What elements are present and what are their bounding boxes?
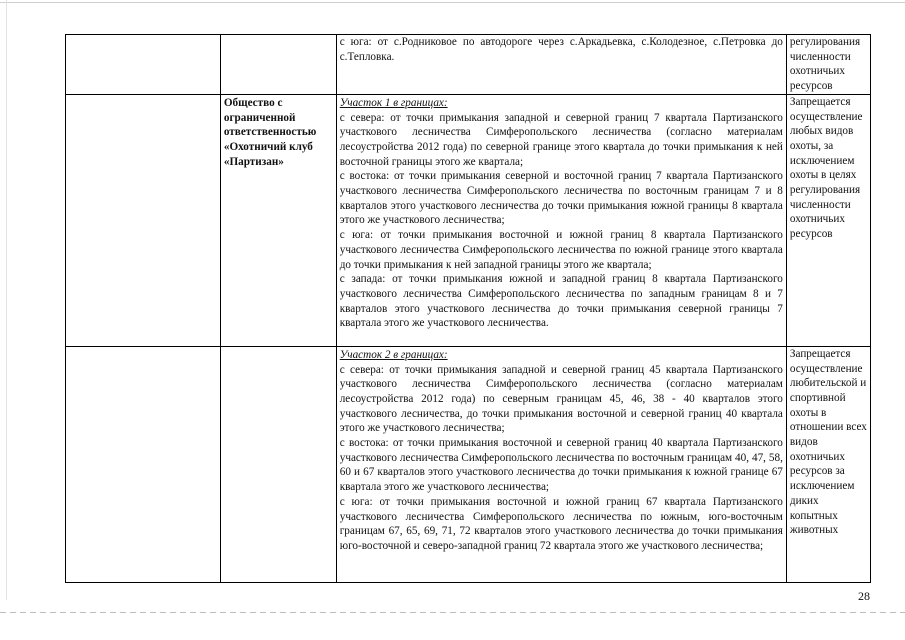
page-number: 28	[858, 589, 870, 603]
hunting-grounds-table	[65, 34, 871, 583]
boundaries-cell	[336, 94, 786, 346]
restriction-cell	[786, 94, 870, 346]
boundary-paragraph: с востока: от точки примыкания северной и восточной границ 7 квартала Партизанского участкового лесничества Симферопольского лесничества по восточным границам 7 и 8 кварталов этого участкового лесничества до точки примыкания южной границы 8 квартала этого же участкового лесничества;	[339, 170, 783, 227]
scan-edge-top	[0, 2, 905, 3]
restriction-note: Запрещается осуществление любительской и спортивной охоты в отношении всех видов охотничьих ресурсов за исключением диких копытных животных	[789, 347, 867, 537]
restriction-note: Запрещается осуществление любых видов охоты, за исключением охоты в целях регулирования численности охотничьих ресурсов	[789, 95, 863, 241]
boundaries-cell	[336, 346, 786, 582]
restriction-cell	[786, 35, 870, 95]
organization-cell	[220, 346, 336, 582]
empty-cell	[66, 346, 221, 582]
organization-cell	[220, 94, 336, 346]
table-row	[66, 94, 871, 346]
table-row	[66, 35, 871, 95]
restriction-cell	[786, 346, 870, 582]
boundary-paragraph: с запада: от точки примыкания южной и западной границ 8 квартала Партизанского участкового лесничества Симферопольского лесничества по западным границам 8 и 7 кварталов этого участкового лесничества до точки примыкания северной границы 7 квартала этого же участкового лесничества.	[339, 273, 783, 330]
boundary-paragraph: с севера: от точки примыкания западной и северной границ 7 квартала Партизанского участкового лесничества Симферопольского лесничества (согласно материалам лесоустройства 2012 года) по северной границе этого квартала до точки примыкания к ней восточной границы этого же квартала;	[339, 111, 783, 168]
boundary-paragraph: с юга: от точки примыкания восточной и южной границ 8 квартала Партизанского участкового лесничества Симферопольского лесничества по южной границе этого квартала до точки примыкания к ней западной границы этого же квартала;	[339, 229, 783, 271]
organization-name	[224, 35, 333, 36]
scan-edge-left	[6, 0, 7, 600]
section-title: Участок 1 в границах:	[339, 96, 448, 109]
section-title: Участок 2 в границах:	[339, 348, 448, 361]
boundary-paragraph: с востока: от точки примыкания восточной и северной границ 40 квартала Партизанского участкового лесничества Симферопольского лесничества по восточным границам 40, 47, 58, 60 и 67 кварталов этого участкового лесничества до точки примыкания к южной границе 67 квартала этого же участкового лесничества;	[339, 437, 783, 494]
boundaries-cell	[336, 35, 786, 95]
boundary-paragraph: с юга: от с.Родниковое по автодороге через с.Аркадьевка, с.Колодезное, с.Петровка до с.Тепловка.	[339, 36, 783, 63]
boundary-paragraph: с юга: от точки примыкания восточной и южной границ 67 квартала Партизанского участкового лесничества Симферопольского лесничества по южным, юго-восточным границам 67, 65, 69, 71, 72 кварталов этого участкового лесничества до точки примыкания юго-восточной и северо-западной границ 72 квартала этого же участкового лесничества;	[339, 495, 783, 552]
restriction-note: регулирования численности охотничьих ресурсов	[789, 36, 861, 93]
organization-cell	[220, 35, 336, 95]
organization-name: Общество с ограниченной ответственностью «Охотничий клуб «Партизан»	[223, 96, 317, 168]
table-row	[66, 346, 871, 582]
empty-cell	[66, 94, 221, 346]
boundary-paragraph: с севера: от точки примыкания западной и северной границ 45 квартала Партизанского участкового лесничества Симферопольского лесничества (согласно материалам лесоустройства 2012 года) по северным границам 45, 46, 38 - 40 кварталов этого участкового лесничества, до точки примыкания восточной и северной границ 40 квартала этого же участкового лесничества;	[339, 363, 783, 435]
scan-edge-bottom	[0, 612, 905, 613]
empty-cell	[66, 35, 221, 95]
organization-name	[224, 347, 333, 348]
